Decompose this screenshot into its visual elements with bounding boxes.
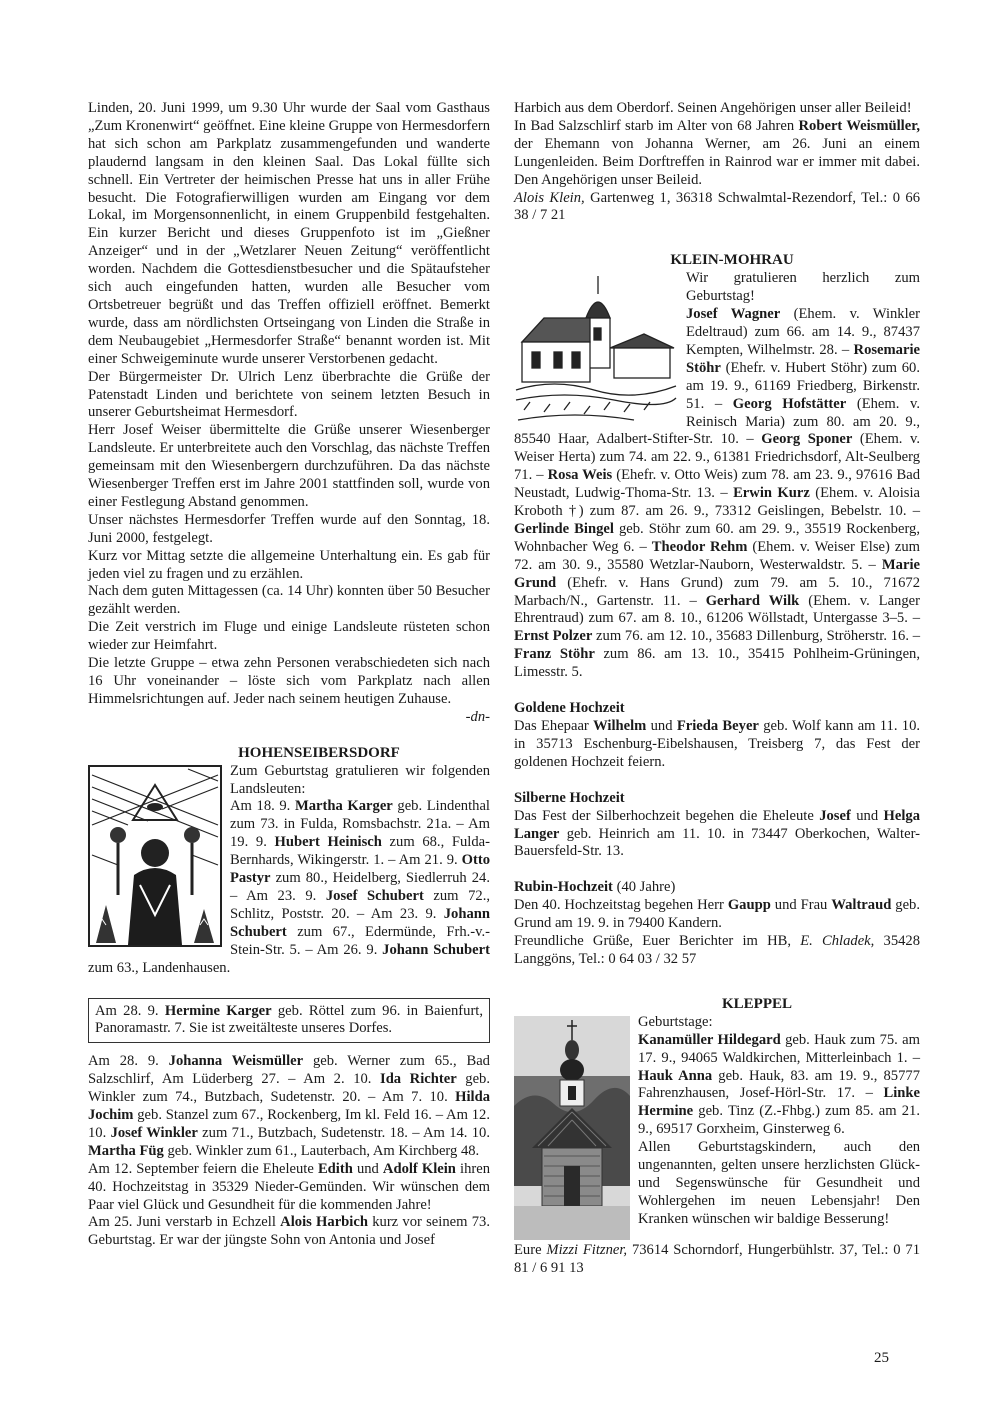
heading-note: (40 Jahre): [616, 879, 676, 896]
person-name: Hubert Heinisch: [274, 834, 382, 851]
right-column: [514, 100, 920, 1278]
report-paragraph: Herr Josef Weiser übermittelte die Grüße unserer Wiesenberger Landsleute. Er unterbreitete auch den Vorschlag, das nächste Treffen gemeinsam mit den Wiesenbergern durchzuführen. Da das nächste Wiesenberger Treffen erst im Jahre 2001 stattfinden soll, wurde von einer Festlegung Abstand genommen.: [88, 422, 490, 510]
list-text: (Ehem. v. Weiser Else) zum 72. am 30. 9., 35580 Wetzlar-Nauborn, Westerwaldstr. 5. –: [514, 538, 920, 573]
list-text: und: [856, 807, 879, 824]
list-text: (Ehefr. v. Hubert Stöhr) zum 60. am 19. 9., 61169 Friedberg, Birkenstr. 51. –: [686, 359, 920, 412]
person-name: Josef Winkler: [110, 1124, 198, 1141]
list-text: zum 80., Heidelberg, Siedlerruh 24. – Am 23. 9.: [230, 870, 490, 904]
ruby-wedding-text: [514, 897, 920, 933]
reporter-name: Alois Klein,: [514, 189, 585, 206]
person-name: Frieda Beyer: [676, 718, 759, 734]
person-name: Josef: [819, 807, 851, 824]
golden-wedding-heading: Goldene Hochzeit: [514, 700, 625, 717]
person-name: Hilda Jochim: [88, 1089, 490, 1124]
report-paragraph: Unser nächstes Hermesdorfer Treffen wurde auf den Sonntag, 18. Juni 2000, festgelegt.: [88, 511, 490, 546]
report-paragraph: Die letzte Gruppe – etwa zehn Personen verabschiedeten sich nach 16 Uhr voneinander – löste sich vom Parkplatz nach allen Himmelsrichtungen auf. Jeder nach seinem heutigen Zuhause.: [88, 655, 490, 707]
birthday-intro: Zum Geburtstag gratulieren wir folgenden Landsleuten:: [230, 762, 490, 797]
person-name: Wilhelm: [593, 718, 647, 734]
section-title-hohenseibersdorf: HOHENSEIBERSDORF: [238, 744, 400, 761]
report-paragraph: Linden, 20. Juni 1999, um 9.30 Uhr wurde der Saal vom Gasthaus „Zum Kronenwirt“ geöffnet. Eine kleine Gruppe von Hermesdorfern hat sich schon am Parkplatz zusammengefunden und wanderte plaudernd langsam in den kleinen Saal. Das Lokal füllte sich schnell. Ein Vertreter der heimischen Presse hat uns in aller Frühe besucht. Die Fotografierwilligen wurden am Eingang vor dem Lokal, im Morgensonnenlicht, in einem Gruppenbild festgehalten. Ein kurzer Bericht und dieses Gruppenfoto ist im „Gießner Anzeiger“ und in der „Wetzlarer Neuen Zeitung“ veröffentlicht worden. Nachdem die Gottesdienstbesucher und die Spätaufsteher sich auch eingefunden hatten, wurden alle Besucher vom Ortsbetreuer begrüßt und das Treffen offiziell eröffnet. Bemerkt wurde, dass am nördlichsten Ortseingang von Linden die Straße in dem Neubaugebiet „Hermesdorfer Straße“ benannt worden ist. Mit einer Schweigeminute wurde unserer Verstorbenen gedacht.: [88, 100, 490, 367]
list-text: zum 71., Butzbach, Sudetenstr. 18. – Am 14. 10.: [202, 1124, 490, 1141]
person-name: Ernst Polzer: [514, 628, 593, 645]
person-name: Franz Stöhr: [514, 646, 595, 663]
list-text: (Ehem. v. Weiser Herta) zum 74. am 22. 9., 61381 Friedrichsdorf, Alt-Seulberg 71. –: [514, 431, 920, 484]
list-text: und: [356, 1160, 379, 1177]
list-text: Am 18. 9.: [230, 798, 291, 815]
list-text: geb. Hauk, 83. am 19. 9., 85777 Fahrenzhausen, Josef-Hörl-Str. 17. –: [638, 1067, 920, 1102]
person-name: Linke Hermine: [638, 1085, 920, 1120]
list-text: geb. Wolf kann am 11. 10. in 35713 Eschenburg-Eibelshausen, Treisberg 7, das Fest der goldenen Hochzeit feiern.: [514, 718, 921, 770]
list-text: 35428 Langgöns, Tel.: 0 64 03 / 32 57: [514, 933, 921, 967]
person-name: Theodor Rehm: [651, 538, 748, 555]
report-paragraph: Nach dem guten Mittagessen (ca. 14 Uhr) konnten über 50 Besucher gezählt werden.: [88, 583, 490, 618]
ruby-wedding-heading: [514, 879, 920, 897]
person-name: Waltraud: [831, 897, 892, 914]
person-name: Josef Schubert: [325, 887, 424, 904]
list-text: Am 12. September feiern die Eheleute: [88, 1160, 314, 1177]
list-text: (Ehem. v. Langer Ehrentraud) zum 67. am 8. 10., 61206 Wöllstadt, Untergasse 3–5. –: [514, 592, 920, 627]
birthday-list: [88, 1053, 490, 1160]
person-name: Rosemarie Stöhr: [686, 341, 920, 376]
highlight-box: [88, 998, 490, 1044]
list-text: geb. Stöhr zum 60. am 29. 9., 35519 Rockenberg, Wohnbacher Weg 6. –: [514, 520, 920, 555]
section-title-klein-mohrau: KLEIN-MOHRAU: [670, 252, 794, 269]
list-text: Den 40. Hochzeitstag begehen Herr: [514, 897, 724, 914]
list-text: (Ehem. v. Winkler Edeltraud) zum 66. am 14. 9., 87437 Kempten, Wilhelmstr. 28. –: [686, 306, 920, 358]
list-text: zum 63., Landenhausen.: [88, 959, 231, 976]
list-text: geb. Werner zum 65., Bad Salzschlirf, Am Lüderberg 27. – Am 2. 10.: [88, 1053, 490, 1088]
report-paragraph: Die Zeit verstrich im Fluge und einige Landsleute rüsteten schon wieder zur Heimfahrt.: [88, 619, 490, 654]
author-signature: -dn-: [465, 708, 490, 725]
person-name: Helga Langer: [514, 807, 921, 842]
woodcut-illustration-image: [88, 765, 222, 947]
person-name: Georg Hofstätter: [732, 395, 847, 412]
reporter-line: [514, 190, 920, 226]
person-name: Marie Grund: [514, 556, 920, 591]
silver-wedding-text: [514, 808, 920, 862]
person-name: Hauk Anna: [638, 1067, 713, 1084]
list-text: geb. Heinrich am 11. 10. in 73447 Oberkochen, Walter-Bauersfeld-Str. 13.: [514, 825, 920, 860]
list-text: Eure: [514, 1241, 542, 1258]
list-text: geb. Tinz (Z.-Fhbg.) zum 85. am 21. 9., 69517 Gorxheim, Ginsterweg 6.: [638, 1103, 920, 1138]
reporter-line: [514, 1242, 920, 1278]
reporter-name: E. Chladek,: [800, 933, 875, 950]
person-name: Josef Wagner: [686, 306, 781, 323]
list-text: (Ehefr. v. Otto Weis) zum 78. am 23. 9., 97616 Bad Neustadt, Ludwig-Thoma-Str. 13. –: [514, 467, 920, 502]
person-name: Gerhard Wilk: [705, 592, 800, 609]
person-name: Gerlinde Bingel: [514, 520, 614, 537]
reporter-name: Mizzi Fitzner,: [546, 1241, 628, 1258]
list-text: der Ehemann von Johanna Werner, am 26. Juni an einem Lungenleiden. Beim Dorftreffen in Rainrod war er immer mit dabei. Den Angehörigen unser Beileid.: [514, 135, 920, 188]
person-name: Ida Richter: [380, 1071, 457, 1088]
chapel-photo-image: [514, 1016, 630, 1240]
person-name: Erwin Kurz: [733, 485, 810, 502]
list-text: und Frau: [774, 897, 828, 914]
hohenseibersdorf-section: [88, 763, 490, 978]
greeting-line: [514, 933, 920, 969]
list-text: (Ehefr. v. Hans Grund) zum 79. am 5. 10., 71672 Marbach/N., Gartenstr. 11. –: [514, 574, 920, 609]
list-text: 73614 Schorndorf, Hungerbühlstr. 37, Tel.: 0 71 81 / 6 91 13: [514, 1241, 920, 1276]
list-text: Freundliche Grüße, Euer Berichter im HB,: [514, 933, 792, 950]
list-text: geb. Winkler zum 61., Lauterbach, Am Kirchberg 48.: [167, 1142, 480, 1159]
list-text: und: [650, 718, 673, 734]
person-name: Edith: [317, 1160, 353, 1177]
birthday-intro: Wir gratulieren herzlich zum Geburtstag!: [686, 270, 920, 305]
obituary-continuation: Harbich aus dem Oberdorf. Seinen Angehörigen unser aller Beileid!: [514, 100, 912, 116]
list-text: zum 86. am 13. 10., 35415 Pohlheim-Grüningen, Limesstr. 5.: [514, 646, 920, 681]
person-name: Robert Weismüller,: [798, 117, 920, 134]
report-paragraph: Der Bürgermeister Dr. Ulrich Lenz überbrachte die Grüße der Patenstadt Linden und berichtete von seinem letzten Besuch in unserer Geburtsheimat Hermesdorf.: [88, 368, 490, 421]
list-text: Am 28. 9.: [88, 1053, 159, 1070]
person-name: Gaupp: [727, 897, 771, 914]
person-name: Rosa Weis: [547, 467, 613, 484]
church-sketch-image: [514, 272, 678, 424]
person-name: Martha Karger: [294, 798, 393, 815]
person-name: Georg Sponer: [761, 431, 853, 448]
list-text: geb. Röttel zum 96. in Baienfurt, Panoramastr. 7. Sie ist zweitälteste unseres Dorfes.: [95, 1002, 484, 1037]
list-text: zum 72., Schlitz, Poststr. 20. – Am 23. 9.: [230, 887, 490, 922]
klein-mohrau-section: [514, 270, 920, 682]
list-text: Am 28. 9.: [95, 1002, 159, 1019]
kleppel-section: [514, 1014, 920, 1278]
list-text: zum 68., Fulda-Bernhards, Wikingerstr. 1. – Am 21. 9.: [230, 834, 490, 869]
section-title-kleppel: KLEPPEL: [721, 995, 792, 1012]
birthday-intro: Geburtstage:: [638, 1013, 713, 1030]
report-paragraph: Kurz vor Mittag setzte die allgemeine Unterhaltung ein. Es gab für jeden viel zu fragen und zu erzählen.: [88, 547, 490, 582]
anniversary-paragraph: [88, 1161, 490, 1215]
list-text: (Ehem. v. Reinisch Maria) zum 80. am 20. 9., 85540 Haar, Adalbert-Stifter-Str. 10. –: [514, 395, 920, 448]
list-text: geb. Stanzel zum 67., Rockenberg, Im kl. Feld 16. – Am 12. 10.: [88, 1107, 490, 1141]
list-text: zum 76. am 12. 10., 35683 Dillenburg, Ströherstr. 16. –: [596, 628, 921, 645]
person-name: Johann Schubert: [230, 905, 490, 940]
page-number: 25: [874, 1350, 889, 1366]
golden-wedding-text: [514, 718, 920, 772]
person-name: Johann Schubert: [382, 941, 490, 958]
person-name: Alois Harbich: [280, 1214, 368, 1231]
person-name: Martha Füg: [88, 1142, 164, 1159]
wishes-paragraph: Allen Geburtstagskindern, auch den ungenannten, gelten unsere herzlichsten Glück- und Segenswünsche für Gesundheit und Wohlergehen im neuen Lebensjahr! Den Kranken wünschen wir baldige Besserung!: [638, 1139, 920, 1227]
left-column: [88, 100, 490, 1250]
list-text: In Bad Salzschlirf starb im Alter von 68 Jahren: [514, 117, 795, 134]
obituary-paragraph: [88, 1214, 490, 1250]
person-name: Johanna Weismüller: [168, 1053, 304, 1070]
person-name: Adolf Klein: [382, 1160, 456, 1177]
person-name: Otto Pastyr: [230, 852, 490, 887]
person-name: Hermine Karger: [164, 1002, 272, 1019]
list-text: Das Fest der Silberhochzeit begehen die Eheleute: [514, 807, 814, 824]
list-text: Gartenweg 1, 36318 Schwalmtal-Rezendorf, Tel.: 0 66 38 / 7 21: [514, 189, 920, 224]
obituary-paragraph: [514, 118, 920, 190]
silver-wedding-heading: Silberne Hochzeit: [514, 789, 625, 806]
list-text: geb. Hauk zum 75. am 17. 9., 94065 Waldkirchen, Mitterleinbach 1. –: [638, 1031, 921, 1066]
list-text: (Ehem. v. Aloisia Kroboth †) zum 87. am 26. 9., 73312 Geislingen, Bebelstr. 10. –: [514, 485, 920, 520]
heading-text: Rubin-Hochzeit: [514, 879, 613, 896]
list-text: kurz vor seinem 73. Geburtstag. Er war der jüngste Sohn von Antonia und Josef: [88, 1214, 490, 1249]
list-text: ihren 40. Hochzeitstag in 35329 Nieder-Gemünden. Wir wünschen dem Paar viel Glück und Gesundheit für die kommenden Jahre!: [88, 1160, 491, 1213]
list-text: zum 67., Edermünde, Frh.-v.-Stein-Str. 5. – Am 26. 9.: [230, 923, 490, 958]
list-text: Am 25. Juni verstarb in Echzell: [88, 1214, 276, 1231]
list-text: geb. Grund am 19. 9. in 79400 Kandern.: [514, 897, 921, 932]
person-name: Kanamüller Hildegard: [638, 1031, 781, 1048]
list-text: Das Ehepaar: [514, 718, 589, 734]
list-text: geb. Lindenthal zum 73. in Fulda, Romsbachstr. 21a. – Am 19. 9.: [230, 798, 490, 851]
list-text: geb. Winkler zum 74., Butzbach, Sudetenstr. 20. – Am 7. 10.: [88, 1071, 490, 1106]
